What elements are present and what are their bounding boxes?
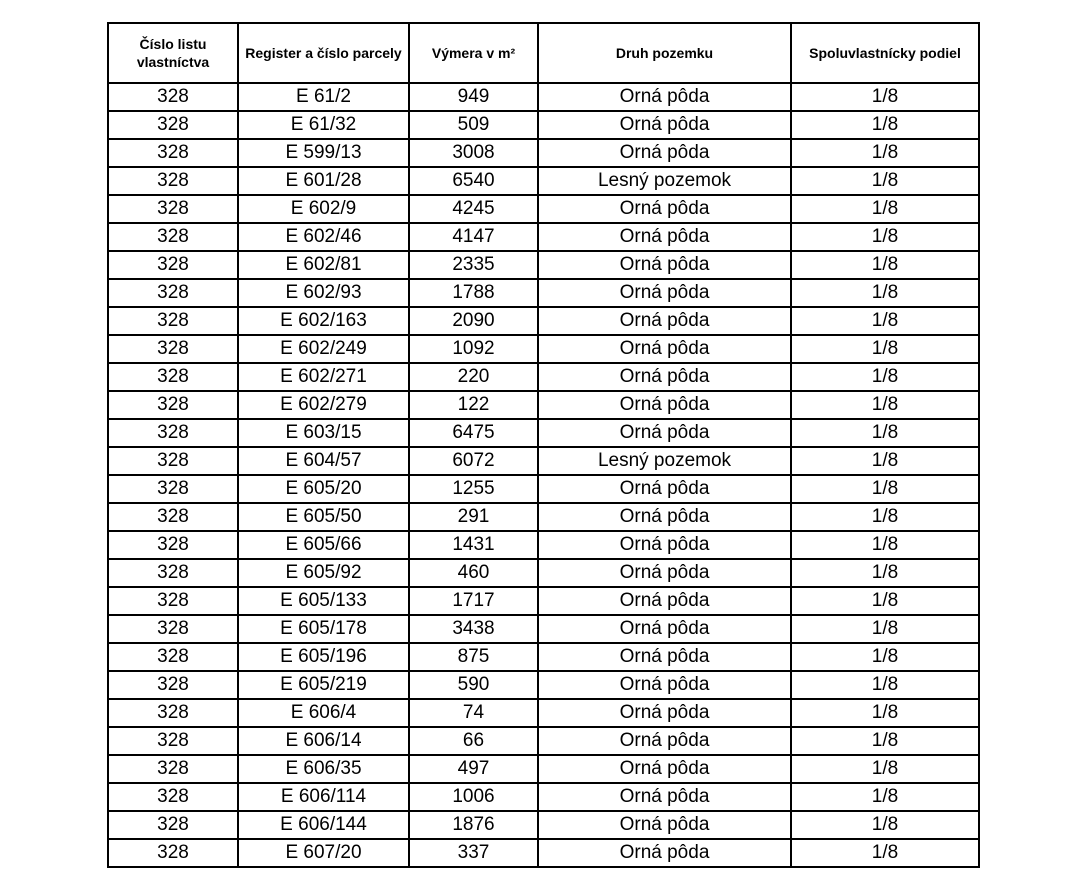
table-cell: E 606/4 <box>238 699 409 727</box>
table-cell: 328 <box>108 195 238 223</box>
table-cell: E 602/163 <box>238 307 409 335</box>
table-cell: E 602/81 <box>238 251 409 279</box>
table-cell: Orná pôda <box>538 727 791 755</box>
table-cell: E 607/20 <box>238 839 409 867</box>
table-cell: 328 <box>108 279 238 307</box>
table-row <box>108 475 979 503</box>
table-cell: 1/8 <box>791 391 979 419</box>
table-row <box>108 111 979 139</box>
table-cell: 3008 <box>409 139 538 167</box>
table-cell: Lesný pozemok <box>538 167 791 195</box>
table-cell: 1/8 <box>791 559 979 587</box>
table-cell: 2090 <box>409 307 538 335</box>
table-row <box>108 83 979 111</box>
table-row <box>108 391 979 419</box>
table-cell: 1/8 <box>791 783 979 811</box>
table-row <box>108 167 979 195</box>
table-cell: E 601/28 <box>238 167 409 195</box>
table-cell: 1/8 <box>791 727 979 755</box>
table-cell: Orná pôda <box>538 671 791 699</box>
column-header: Druh pozemku <box>538 23 791 83</box>
table-cell: 328 <box>108 139 238 167</box>
table-row <box>108 195 979 223</box>
table-cell: Lesný pozemok <box>538 447 791 475</box>
table-cell: 328 <box>108 727 238 755</box>
table-cell: 74 <box>409 699 538 727</box>
table-cell: 4245 <box>409 195 538 223</box>
table-cell: 3438 <box>409 615 538 643</box>
table-cell: 328 <box>108 783 238 811</box>
table-cell: Orná pôda <box>538 335 791 363</box>
table-row <box>108 615 979 643</box>
table-cell: 1/8 <box>791 83 979 111</box>
table-cell: 122 <box>409 391 538 419</box>
table-row <box>108 419 979 447</box>
table-row <box>108 839 979 867</box>
table-cell: 1876 <box>409 811 538 839</box>
table-cell: Orná pôda <box>538 783 791 811</box>
table-row <box>108 671 979 699</box>
table-row <box>108 447 979 475</box>
table-cell: 1431 <box>409 531 538 559</box>
table-cell: 337 <box>409 839 538 867</box>
table-cell: E 606/14 <box>238 727 409 755</box>
table-cell: 328 <box>108 587 238 615</box>
table-cell: 328 <box>108 475 238 503</box>
table-cell: 328 <box>108 363 238 391</box>
table-cell: Orná pôda <box>538 251 791 279</box>
table-cell: 1/8 <box>791 335 979 363</box>
table-cell: 1/8 <box>791 307 979 335</box>
column-header: Register a číslo parcely <box>238 23 409 83</box>
table-cell: E 605/196 <box>238 643 409 671</box>
table-cell: 328 <box>108 615 238 643</box>
table-cell: E 605/66 <box>238 531 409 559</box>
table-cell: Orná pôda <box>538 643 791 671</box>
table-cell: Orná pôda <box>538 195 791 223</box>
column-header: Číslo listu vlastníctva <box>108 23 238 83</box>
table-cell: 1/8 <box>791 195 979 223</box>
table-row <box>108 363 979 391</box>
table-cell: 328 <box>108 307 238 335</box>
table-cell: 1/8 <box>791 363 979 391</box>
table-cell: 497 <box>409 755 538 783</box>
table-cell: E 602/279 <box>238 391 409 419</box>
table-cell: 4147 <box>409 223 538 251</box>
table-cell: 1/8 <box>791 811 979 839</box>
column-header: Spoluvlastnícky podiel <box>791 23 979 83</box>
table-cell: 66 <box>409 727 538 755</box>
table-cell: Orná pôda <box>538 503 791 531</box>
table-cell: 328 <box>108 839 238 867</box>
table-cell: 1717 <box>409 587 538 615</box>
table-cell: Orná pôda <box>538 83 791 111</box>
table-row <box>108 559 979 587</box>
table-cell: 1/8 <box>791 419 979 447</box>
table-cell: Orná pôda <box>538 475 791 503</box>
table-cell: 328 <box>108 335 238 363</box>
table-cell: 509 <box>409 111 538 139</box>
table-cell: 328 <box>108 503 238 531</box>
table-cell: 6540 <box>409 167 538 195</box>
table-cell: E 605/219 <box>238 671 409 699</box>
table-cell: E 61/32 <box>238 111 409 139</box>
table-cell: 220 <box>409 363 538 391</box>
table-cell: E 605/178 <box>238 615 409 643</box>
table-row <box>108 587 979 615</box>
table-row <box>108 811 979 839</box>
table-cell: 328 <box>108 83 238 111</box>
table-cell: Orná pôda <box>538 139 791 167</box>
table-body <box>108 83 979 867</box>
table-cell: Orná pôda <box>538 391 791 419</box>
table-cell: E 602/249 <box>238 335 409 363</box>
table-cell: 1/8 <box>791 251 979 279</box>
table-cell: Orná pôda <box>538 111 791 139</box>
table-cell: 328 <box>108 251 238 279</box>
column-header: Výmera v m² <box>409 23 538 83</box>
table-row <box>108 251 979 279</box>
table-cell: E 606/35 <box>238 755 409 783</box>
table-cell: 328 <box>108 167 238 195</box>
table-cell: E 602/271 <box>238 363 409 391</box>
table-cell: 1/8 <box>791 503 979 531</box>
table-cell: 460 <box>409 559 538 587</box>
table-row <box>108 223 979 251</box>
table-header <box>108 23 979 83</box>
table-cell: 1/8 <box>791 111 979 139</box>
header-row <box>108 23 979 83</box>
table-cell: 1/8 <box>791 447 979 475</box>
table-cell: 1/8 <box>791 643 979 671</box>
table-cell: 875 <box>409 643 538 671</box>
table-cell: Orná pôda <box>538 811 791 839</box>
table-cell: 1/8 <box>791 167 979 195</box>
table-cell: 328 <box>108 811 238 839</box>
table-row <box>108 643 979 671</box>
table-row <box>108 139 979 167</box>
table-cell: 590 <box>409 671 538 699</box>
table-cell: Orná pôda <box>538 699 791 727</box>
table-cell: 291 <box>409 503 538 531</box>
table-cell: E 61/2 <box>238 83 409 111</box>
table-row <box>108 783 979 811</box>
land-parcels-table <box>107 22 980 868</box>
table-cell: 1255 <box>409 475 538 503</box>
table-cell: E 602/9 <box>238 195 409 223</box>
table-cell: 1/8 <box>791 699 979 727</box>
table-cell: E 605/92 <box>238 559 409 587</box>
table-cell: 949 <box>409 83 538 111</box>
table-cell: 1006 <box>409 783 538 811</box>
table-cell: Orná pôda <box>538 839 791 867</box>
table-cell: 1/8 <box>791 223 979 251</box>
table-cell: Orná pôda <box>538 587 791 615</box>
table-cell: Orná pôda <box>538 615 791 643</box>
table-cell: E 602/93 <box>238 279 409 307</box>
table-row <box>108 307 979 335</box>
table-cell: E 606/114 <box>238 783 409 811</box>
table-row <box>108 727 979 755</box>
table-cell: Orná pôda <box>538 363 791 391</box>
table-cell: E 605/133 <box>238 587 409 615</box>
table-cell: E 606/144 <box>238 811 409 839</box>
table-cell: 328 <box>108 223 238 251</box>
table-cell: 1/8 <box>791 755 979 783</box>
table-cell: 328 <box>108 755 238 783</box>
table-cell: 1/8 <box>791 139 979 167</box>
table-cell: 1788 <box>409 279 538 307</box>
table-cell: 6072 <box>409 447 538 475</box>
table-cell: 1/8 <box>791 531 979 559</box>
table-cell: 1/8 <box>791 615 979 643</box>
table-cell: Orná pôda <box>538 223 791 251</box>
table-row <box>108 755 979 783</box>
table-cell: 328 <box>108 419 238 447</box>
table-cell: 328 <box>108 111 238 139</box>
table-cell: 1092 <box>409 335 538 363</box>
table-cell: 328 <box>108 447 238 475</box>
table-row <box>108 503 979 531</box>
table-row <box>108 335 979 363</box>
table-cell: 1/8 <box>791 279 979 307</box>
table-cell: Orná pôda <box>538 279 791 307</box>
table-cell: Orná pôda <box>538 755 791 783</box>
table-cell: Orná pôda <box>538 531 791 559</box>
table-row <box>108 279 979 307</box>
table-cell: E 599/13 <box>238 139 409 167</box>
table-cell: Orná pôda <box>538 559 791 587</box>
table-cell: 6475 <box>409 419 538 447</box>
table-cell: 1/8 <box>791 671 979 699</box>
table-cell: E 605/20 <box>238 475 409 503</box>
table-cell: 328 <box>108 559 238 587</box>
table-row <box>108 699 979 727</box>
table-cell: Orná pôda <box>538 419 791 447</box>
table-cell: E 604/57 <box>238 447 409 475</box>
table-cell: 1/8 <box>791 839 979 867</box>
table-row <box>108 531 979 559</box>
table-cell: Orná pôda <box>538 307 791 335</box>
table-cell: 328 <box>108 531 238 559</box>
table-cell: 2335 <box>409 251 538 279</box>
table-cell: E 602/46 <box>238 223 409 251</box>
table-cell: 328 <box>108 643 238 671</box>
table-cell: 328 <box>108 699 238 727</box>
table-cell: 328 <box>108 391 238 419</box>
table-cell: 1/8 <box>791 587 979 615</box>
table-cell: 1/8 <box>791 475 979 503</box>
table-cell: E 605/50 <box>238 503 409 531</box>
table-cell: 328 <box>108 671 238 699</box>
table-cell: E 603/15 <box>238 419 409 447</box>
